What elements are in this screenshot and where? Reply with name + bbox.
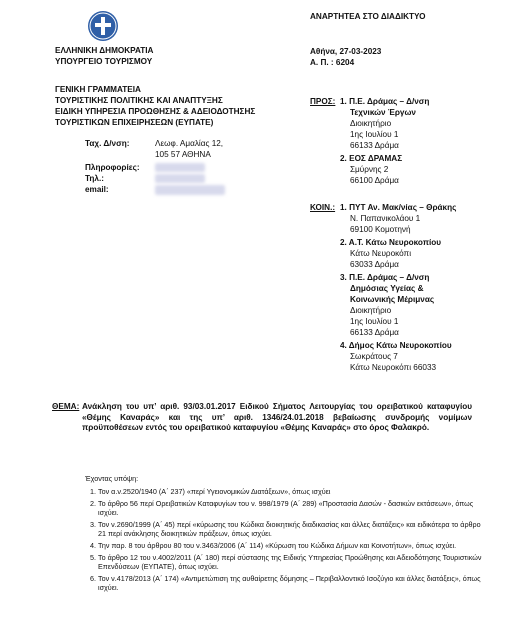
to-recipient-2-line-1: Σμύρνης 2	[350, 165, 389, 174]
cc-recipient-3-line-1: Διοικητήριο	[350, 306, 392, 315]
considering-list	[82, 487, 486, 595]
considering-item: 6. Τον ν.4178/2013 (Α΄ 174) «Αντιμετώπιση της αυθαίρετης δόμησης – Περιβαλλοντικό Ισοζύγιο και άλλες διατάξεις», όπως ισχύει.	[98, 574, 486, 593]
internet-post-note: ΑΝΑΡΤΗΤΕΑ ΣΤΟ ΔΙΑΔΙΚΤΥΟ	[310, 12, 426, 21]
issuer-dept-3: ΕΙΔΙΚΗ ΥΠΗΡΕΣΙΑ ΠΡΟΩΘΗΣΗΣ & ΑΔΕΙΟΔΟΤΗΣΗΣ	[55, 107, 256, 116]
address-line-1: Λεωφ. Αμαλίας 12,	[155, 139, 224, 148]
tel-label: Τηλ.:	[85, 174, 104, 183]
considering-item: 3. Τον ν.2690/1999 (Α΄ 45) περί «κύρωσης του Κώδικα διοικητικής διαδικασίας και άλλες διατάξεις» και ειδικότερα το άρθρο 21 περί ανάκλησης διοικητικών πράξεων, όπως ισχύει.	[98, 520, 486, 539]
cc-recipient-1-title: 1. ΠΥΤ Αν. Μακ/νίας – Θράκης	[340, 203, 457, 212]
to-recipient-1-line-1: Διοικητήριο	[350, 119, 392, 128]
subject-text: Ανάκληση του υπ’ αριθ. 93/03.01.2017 Ειδικού Σήματος Λειτουργίας του ορειβατικού καταφυγίου «Θέμης Καναράς» και της υπ’ αριθ. 1346/24.01.2018 βεβαίωσης συνδρομής νομίμων προϋποθέσεων εντός του ορειβατικού καταφυγίου «Θέμης Καναράς» στο όρος Φαλακρό.	[82, 402, 472, 432]
cc-recipient-2-line-2: 63033 Δράμα	[350, 260, 399, 269]
considering-label: Έχοντας υπόψη:	[85, 474, 139, 483]
to-recipient-1-line-2: 1ης Ιουλίου 1	[350, 130, 399, 139]
considering-item: 2. Το άρθρο 56 περί Ορειβατικών Καταφυγίων του ν. 998/1979 (Α΄ 289) «Προστασία Δασών - δασικών εκτάσεων», όπως ισχύει.	[98, 499, 486, 518]
cc-recipient-4-line-2: Κάτω Νευροκόπι 66033	[350, 363, 437, 372]
cc-recipient-1-line-1: Ν. Παπανικολάου 1	[350, 214, 421, 223]
cc-recipient-4-line-1: Σωκράτους 7	[350, 352, 398, 361]
issuer-dept-2: ΤΟΥΡΙΣΤΙΚΗΣ ΠΟΛΙΤΙΚΗΣ ΚΑΙ ΑΝΑΠΤΥΞΗΣ	[55, 96, 223, 105]
cc-recipient-3-title-2: Δημόσιας Υγείας &	[350, 284, 424, 293]
cc-recipient-3-line-3: 66133 Δράμα	[350, 328, 399, 337]
redacted-info	[155, 163, 205, 172]
cc-recipient-1-line-2: 69100 Κομοτηνή	[350, 225, 411, 234]
cc-label: ΚΟΙΝ.:	[310, 203, 336, 212]
issuer-ministry: ΥΠΟΥΡΓΕΙΟ ΤΟΥΡΙΣΜΟΥ	[55, 57, 153, 66]
redacted-tel	[155, 174, 205, 183]
cc-recipient-2-line-1: Κάτω Νευροκόπι	[350, 249, 412, 258]
address-line-2: 105 57 ΑΘΗΝΑ	[155, 150, 211, 159]
email-label: email:	[85, 185, 109, 194]
cc-recipient-3-title: 3. Π.Ε. Δράμας – Δ/νση	[340, 273, 430, 282]
cc-recipient-3-line-2: 1ης Ιουλίου 1	[350, 317, 399, 326]
info-label: Πληροφορίες:	[85, 163, 140, 172]
cc-recipient-2-title: 2. Α.Τ. Κάτω Νευροκοπίου	[340, 238, 442, 247]
greek-emblem-logo	[88, 11, 118, 41]
issuer-country: ΕΛΛΗΝΙΚΗ ΔΗΜΟΚΡΑΤΙΑ	[55, 46, 154, 55]
cc-recipient-3-title-3: Κοινωνικής Μέριμνας	[350, 295, 435, 304]
to-recipient-2-line-2: 66100 Δράμα	[350, 176, 399, 185]
protocol-number: Α. Π. : 6204	[310, 58, 355, 67]
issuer-dept-4: ΤΟΥΡΙΣΤΙΚΩΝ ΕΠΙΧΕΙΡΗΣΕΩΝ (ΕΥΠΑΤΕ)	[55, 118, 214, 127]
to-label: ΠΡΟΣ:	[310, 97, 336, 106]
to-recipient-1-line-3: 66133 Δράμα	[350, 141, 399, 150]
redacted-email	[155, 185, 225, 195]
to-recipient-2-title: 2. ΕΟΣ ΔΡΑΜΑΣ	[340, 154, 403, 163]
to-recipient-1-title-2: Τεχνικών Έργων	[350, 108, 416, 117]
issuer-dept-1: ΓΕΝΙΚΗ ΓΡΑΜΜΑΤΕΙΑ	[55, 85, 141, 94]
considering-item: 1. Τον α.ν.2520/1940 (Α΄ 237) «περί Υγειονομικών Διατάξεων», όπως ισχύει	[98, 487, 486, 497]
date-line: Αθήνα, 27-03-2023	[310, 47, 382, 56]
cc-recipient-4-title: 4. Δήμος Κάτω Νευροκοπίου	[340, 341, 452, 350]
address-label: Ταχ. Δ/νση:	[85, 139, 130, 148]
to-recipient-1-title: 1. Π.Ε. Δράμας – Δ/νση	[340, 97, 430, 106]
considering-item: 5. Το άρθρο 12 του ν.4002/2011 (Α΄ 180) περί σύστασης της Ειδικής Υπηρεσίας Προώθησης και Αδειοδότησης Τουριστικών Επενδύσεων (ΕΥΠΑΤΕ), όπως ισχύει.	[98, 553, 486, 572]
considering-item: 4. Την παρ. 8 του άρθρου 80 του ν.3463/2006 (Α΄ 114) «Κύρωση του Κώδικα Δήμων και Κοινοτήτων», όπως ισχύει.	[98, 541, 486, 551]
subject-label: ΘΕΜΑ:	[52, 402, 80, 411]
